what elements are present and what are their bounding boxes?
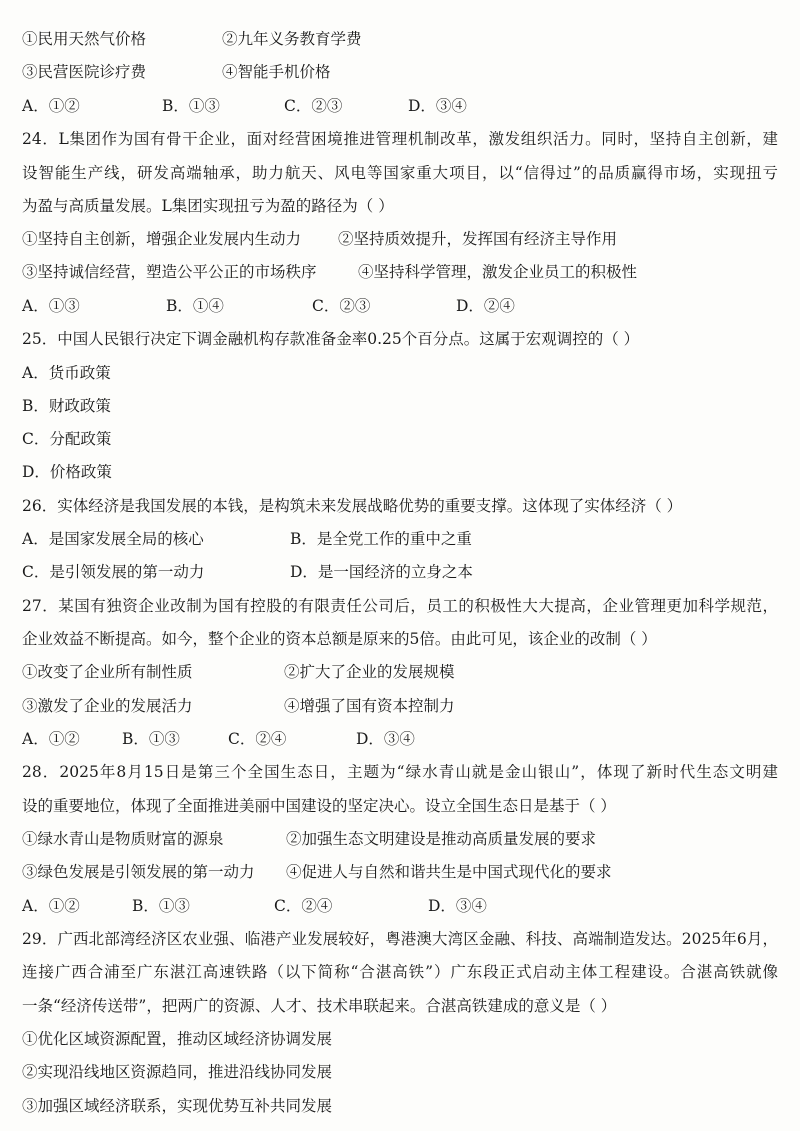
q24-option-4: ④坚持科学管理，激发企业员工的积极性 — [358, 263, 638, 281]
q29-option-3: ③加强区域经济联系，实现优势互补共同发展 — [22, 1097, 333, 1115]
q28-choice-b: B．①③ — [132, 897, 190, 915]
q27-option-1: ①改变了企业所有制性质 — [22, 663, 193, 681]
q28-choice-c: C．②④ — [274, 897, 333, 915]
q28-option-4: ④促进人与自然和谐共生是中国式现代化的要求 — [286, 863, 612, 881]
q25-choice-d: D．价格政策 — [22, 463, 112, 481]
q26-choice-d: D．是一国经济的立身之本 — [290, 563, 473, 581]
q24-option-1: ①坚持自主创新，增强企业发展内生动力 — [22, 230, 302, 248]
q23-choice-c: C．②③ — [284, 97, 343, 115]
q27-option-4: ④增强了国有资本控制力 — [284, 697, 455, 715]
q27-option-3: ③激发了企业的发展活力 — [22, 697, 193, 715]
q23-choice-d: D．③④ — [408, 97, 467, 115]
q29-stem-line-2: 连接广西合浦至广东湛江高速铁路（以下简称“合湛高铁”）广东段正式启动主体工程建设。合湛高铁就像 — [22, 963, 778, 981]
q27-option-2: ②扩大了企业的发展规模 — [284, 663, 455, 681]
q23-option-4: ④智能手机价格 — [222, 63, 331, 81]
q24-stem-line-1: 24．L集团作为国有骨干企业，面对经营困境推进管理机制改革，激发组织活力。同时，坚持自主创新，建 — [22, 130, 778, 148]
q26-stem: 26．实体经济是我国发展的本钱，是构筑未来发展战略优势的重要支撑。这体现了实体经济（ ） — [22, 497, 683, 515]
q28-choice-a: A．①② — [22, 897, 80, 915]
q26-choice-b: B．是全党工作的重中之重 — [290, 530, 472, 548]
q28-stem-line-2: 设的重要地位，体现了全面推进美丽中国建设的坚定决心。设立全国生态日是基于（ ） — [22, 797, 616, 815]
q23-choice-a: A．①② — [22, 97, 80, 115]
q24-choice-c: C．②③ — [312, 297, 371, 315]
q28-option-2: ②加强生态文明建设是推动高质量发展的要求 — [286, 830, 597, 848]
q29-stem-line-3: 一条“经济传送带”，把两广的资源、人才、技术串联起来。合湛高铁建成的意义是（ ） — [22, 997, 617, 1015]
q27-stem-line-2: 企业效益不断提高。如今，整个企业的资本总额是原来的5倍。由此可见，该企业的改制（ ） — [22, 630, 657, 648]
q23-choice-b: B．①③ — [162, 97, 220, 115]
q28-stem-line-1: 28．2025年8月15日是第三个全国生态日，主题为“绿水青山就是金山银山”，体现了新时代生态文明建 — [22, 763, 778, 781]
q28-option-3: ③绿色发展是引领发展的第一动力 — [22, 863, 255, 881]
q25-choice-c: C．分配政策 — [22, 430, 112, 448]
q24-stem-line-2: 设智能生产线，研发高端轴承，助力航天、风电等国家重大项目，以“信得过”的品质赢得市场，实现扭亏 — [22, 164, 778, 182]
q26-choice-c: C．是引领发展的第一动力 — [22, 563, 205, 581]
q27-stem-line-1: 27．某国有独资企业改制为国有控股的有限责任公司后，员工的积极性大大提高，企业管理更加科学规范， — [22, 597, 778, 615]
q24-option-3: ③坚持诚信经营，塑造公平公正的市场秩序 — [22, 263, 317, 281]
q29-stem-line-1: 29．广西北部湾经济区农业强、临港产业发展较好，粤港澳大湾区金融、科技、高端制造发达。2025年6月， — [22, 930, 778, 948]
q29-option-2: ②实现沿线地区资源趋同，推进沿线协同发展 — [22, 1063, 333, 1081]
q24-choice-d: D．②④ — [456, 297, 515, 315]
q24-stem-line-3: 为盈与高质量发展。L集团实现扭亏为盈的路径为（ ） — [22, 197, 394, 215]
q29-option-1: ①优化区域资源配置，推动区域经济协调发展 — [22, 1030, 333, 1048]
q23-option-1: ①民用天然气价格 — [22, 30, 147, 48]
q24-choice-a: A．①③ — [22, 297, 80, 315]
q28-option-1: ①绿水青山是物质财富的源泉 — [22, 830, 224, 848]
q28-choice-d: D．③④ — [428, 897, 487, 915]
q24-choice-b: B．①④ — [166, 297, 224, 315]
q27-choice-c: C．②④ — [228, 730, 287, 748]
q25-choice-a: A．货币政策 — [22, 364, 111, 382]
q24-option-2: ②坚持质效提升，发挥国有经济主导作用 — [338, 230, 618, 248]
q27-choice-d: D．③④ — [356, 730, 415, 748]
q23-option-2: ②九年义务教育学费 — [222, 30, 362, 48]
q25-stem: 25．中国人民银行决定下调金融机构存款准备金率0.25个百分点。这属于宏观调控的（ ） — [22, 330, 640, 348]
q27-choice-b: B．①③ — [122, 730, 180, 748]
q25-choice-b: B．财政政策 — [22, 397, 111, 415]
q23-option-3: ③民营医院诊疗费 — [22, 63, 147, 81]
q27-choice-a: A．①② — [22, 730, 80, 748]
q26-choice-a: A．是国家发展全局的核心 — [22, 530, 204, 548]
